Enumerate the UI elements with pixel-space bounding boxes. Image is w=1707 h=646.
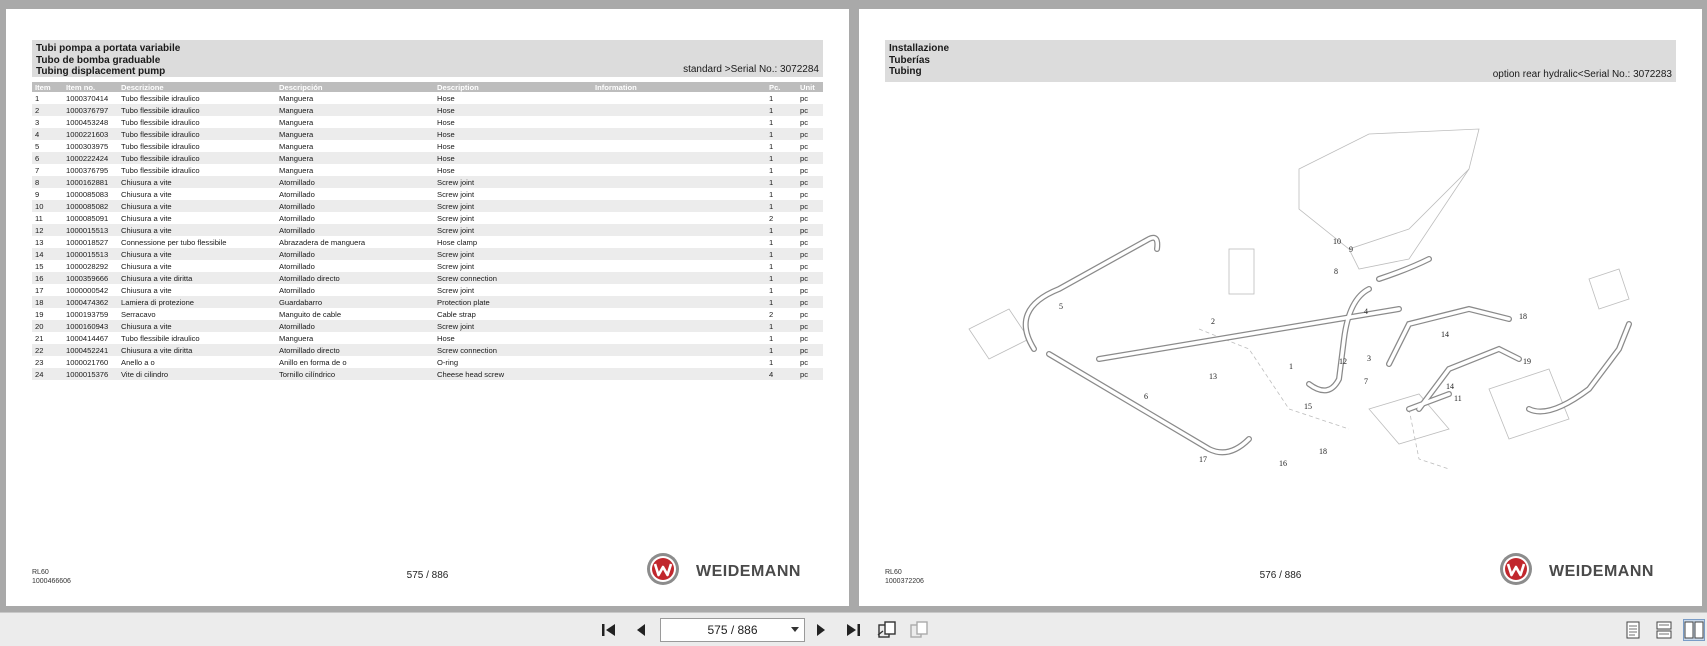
cell-unit: pc [797, 128, 823, 140]
cell-descrizione: Connessione per tubo flessibile [121, 237, 227, 247]
cell-description: Screw joint [437, 213, 475, 223]
cell-descripcion: Anillo en forma de o [279, 357, 347, 367]
cell-descripcion: Manguera [276, 152, 434, 164]
cell-pc: 1 [769, 285, 774, 295]
cell-information [592, 320, 766, 332]
callout-9: 9 [1349, 245, 1353, 254]
cell-pc: 1 [766, 176, 797, 188]
fit-icon [877, 621, 897, 639]
table-row [32, 104, 823, 116]
cell-descripcion: Atornillado [276, 200, 434, 212]
cell-unit: pc [800, 261, 809, 271]
callout-16: 16 [1279, 459, 1287, 468]
cell-descrizione: Tubo flessibile idraulico [118, 152, 276, 164]
cell-descrizione: Tubo flessibile idraulico [121, 333, 200, 343]
cell-item: 13 [35, 237, 44, 247]
cell-unit: pc [797, 224, 823, 236]
cell-information [592, 356, 766, 368]
table-row [32, 260, 823, 272]
cell-item-no: 1000015513 [63, 224, 118, 236]
callout-14b: 14 [1446, 382, 1454, 391]
cell-item: 17 [35, 285, 44, 295]
cell-description: Hose [437, 333, 455, 343]
table-row [32, 320, 823, 332]
cell-pc: 1 [769, 333, 774, 343]
cell-item: 23 [35, 357, 44, 367]
col-descripcion: Descripción [276, 82, 434, 92]
table-row [32, 176, 823, 188]
cell-description: Screw joint [434, 320, 592, 332]
title-italian: Installazione [889, 43, 950, 54]
cell-descripcion: Manguera [276, 104, 434, 116]
cell-unit: pc [800, 333, 809, 343]
cell-information [592, 104, 766, 116]
cell-unit: pc [800, 237, 809, 247]
cell-item: 8 [32, 176, 63, 188]
cell-pc: 1 [766, 248, 797, 260]
two-page-view-button[interactable] [1683, 619, 1705, 641]
cell-descripcion: Atornillado [279, 189, 315, 199]
cell-item-no: 1000376795 [66, 165, 109, 175]
cell-descripcion: Manguera [279, 165, 314, 175]
table-row [32, 332, 823, 344]
cell-descrizione: Chiusura a vite diritta [118, 272, 276, 284]
cell-item: 7 [35, 165, 40, 175]
chevron-down-icon [791, 627, 799, 632]
cell-item-no: 1000085091 [66, 213, 109, 223]
cell-descrizione: Chiusura a vite [121, 213, 172, 223]
cell-information [592, 152, 766, 164]
cell-item-no: 1000376797 [63, 104, 118, 116]
page-number: 575 / 886 [406, 570, 449, 581]
page-575 [6, 9, 849, 606]
cell-item-no: 1000414467 [66, 333, 109, 343]
brand-text: WEIDEMANN [696, 563, 801, 580]
cell-item-no: 1000021760 [66, 357, 109, 367]
title-spanish: Tuberías [889, 54, 930, 66]
cell-descrizione: Chiusura a vite [118, 248, 276, 260]
callout-2: 2 [1211, 317, 1215, 326]
cell-description: Hose clamp [437, 237, 478, 247]
cell-descripcion: Manguera [279, 141, 314, 151]
cell-item-no: 1000028292 [66, 261, 109, 271]
table-row [32, 272, 823, 284]
cell-item: 21 [35, 333, 44, 343]
table-row [32, 212, 823, 224]
col-information: Information [592, 82, 766, 92]
cell-pc: 1 [769, 165, 774, 175]
hoses [1026, 238, 1629, 453]
cell-item: 9 [35, 189, 40, 199]
cell-descripcion: Manguera [279, 333, 314, 343]
callout-18a: 18 [1319, 447, 1327, 456]
title-italian: Tubi pompa a portata variabile [36, 43, 181, 54]
tubing-diagram [949, 109, 1649, 529]
cell-descrizione: Tubo flessibile idraulico [121, 117, 200, 127]
cell-descrizione: Chiusura a vite [121, 261, 172, 271]
parts-table-body [32, 92, 823, 380]
cell-unit: pc [797, 176, 823, 188]
model-name: RL60 [885, 569, 902, 576]
table-row [32, 284, 823, 296]
cell-descripcion: Manguera [276, 128, 434, 140]
prev-page-button[interactable] [630, 619, 652, 641]
cell-descripcion: Manguera [279, 117, 314, 127]
cell-description: Hose [437, 117, 455, 127]
cell-descrizione: Tubo flessibile idraulico [118, 104, 276, 116]
cell-descripcion: Atornillado [279, 285, 315, 295]
callout-5: 5 [1059, 302, 1063, 311]
cell-descripcion: Tornillo cilíndrico [276, 368, 434, 380]
cell-unit: pc [800, 285, 809, 295]
fit-page-button[interactable] [876, 619, 898, 641]
callout-12: 12 [1339, 357, 1347, 366]
cell-item-no: 1000359666 [63, 272, 118, 284]
cell-item-no: 1000085082 [63, 200, 118, 212]
brand-text: WEIDEMANN [1549, 563, 1654, 580]
cell-pc: 1 [766, 320, 797, 332]
cell-pc: 1 [766, 104, 797, 116]
cell-description: Cheese head screw [434, 368, 592, 380]
cell-unit: pc [797, 248, 823, 260]
cell-information [592, 116, 766, 128]
cell-descripcion: Atornillado [276, 224, 434, 236]
callout-8: 8 [1334, 267, 1338, 276]
cell-information [592, 308, 766, 320]
cell-descrizione: Chiusura a vite [118, 176, 276, 188]
table-row [32, 140, 823, 152]
col-descrizione: Descrizione [118, 82, 276, 92]
cell-item-no: 1000193759 [66, 309, 109, 319]
header-titles [36, 43, 180, 78]
cell-descrizione: Tubo flessibile idraulico [118, 128, 276, 140]
cell-pc: 1 [769, 357, 774, 367]
table-row [32, 236, 823, 248]
cell-descripcion: Atornillado [276, 176, 434, 188]
cell-pc: 1 [766, 152, 797, 164]
cell-information [592, 236, 766, 248]
cell-pc: 2 [769, 309, 774, 319]
cell-item-no: 1000222424 [63, 152, 118, 164]
cell-unit: pc [800, 165, 809, 175]
page-576 [859, 9, 1702, 606]
cell-pc: 1 [766, 272, 797, 284]
last-page-button[interactable] [842, 619, 864, 641]
cell-item: 19 [35, 309, 44, 319]
page-header [885, 40, 1676, 82]
cell-item-no: 1000303975 [66, 141, 109, 151]
cell-item: 16 [32, 272, 63, 284]
serial-reference: option rear hydralic<Serial No.: 3072283 [1492, 69, 1672, 80]
cell-descripcion: Atornillado directo [276, 272, 434, 284]
cell-descrizione: Chiusura a vite [118, 320, 276, 332]
doc-number: 1000466606 [32, 578, 71, 585]
table-row [32, 356, 823, 368]
table-row [32, 128, 823, 140]
cell-information [592, 140, 766, 152]
cell-item: 12 [32, 224, 63, 236]
last-page-icon [844, 622, 862, 638]
cell-item: 1 [35, 93, 40, 103]
doc-number: 1000372206 [885, 578, 924, 585]
cell-item-no: 1000015376 [63, 368, 118, 380]
cell-descripcion: Atornillado directo [276, 344, 434, 356]
cell-information [592, 212, 766, 224]
callout-15: 15 [1304, 402, 1312, 411]
two-page-icon [1684, 621, 1704, 639]
cell-unit: pc [800, 213, 809, 223]
cell-unit: pc [797, 152, 823, 164]
page-selector[interactable] [660, 618, 805, 642]
cell-description: Screw connection [434, 272, 592, 284]
viewer-toolbar [0, 612, 1707, 646]
col-pc: Pc. [766, 82, 797, 92]
cell-description: Screw joint [437, 261, 475, 271]
cell-unit: pc [800, 189, 809, 199]
cell-pc: 1 [766, 128, 797, 140]
cell-unit: pc [797, 344, 823, 356]
cell-information [592, 128, 766, 140]
continuous-icon [1655, 621, 1673, 639]
table-row [32, 344, 823, 356]
callout-1: 1 [1289, 362, 1293, 371]
cell-descripcion: Guardabarro [276, 296, 434, 308]
cell-information [592, 164, 766, 176]
page-header [32, 40, 823, 77]
cell-description: Hose [434, 128, 592, 140]
cell-pc: 2 [769, 213, 774, 223]
cell-description: Screw joint [434, 200, 592, 212]
parts-table [32, 82, 823, 380]
cell-information [592, 260, 766, 272]
cell-item-no: 1000453248 [66, 117, 109, 127]
page-number: 576 / 886 [1259, 570, 1302, 581]
cell-information [592, 332, 766, 344]
cell-description: Screw joint [434, 176, 592, 188]
cell-pc: 1 [766, 200, 797, 212]
cell-item: 10 [32, 200, 63, 212]
cell-item-no: 1000015513 [63, 248, 118, 260]
cell-item-no: 1000000542 [66, 285, 109, 295]
cell-descripcion: Atornillado [279, 261, 315, 271]
cell-item: 14 [32, 248, 63, 260]
cell-item: 18 [32, 296, 63, 308]
cell-descrizione: Lamiera di protezione [118, 296, 276, 308]
cell-information [592, 272, 766, 284]
callout-6: 6 [1144, 392, 1148, 401]
cell-item: 15 [35, 261, 44, 271]
serial-reference: standard >Serial No.: 3072284 [683, 64, 819, 75]
cell-unit: pc [800, 93, 809, 103]
cell-descripcion: Abrazadera de manguera [279, 237, 366, 247]
cell-descrizione: Chiusura a vite [121, 285, 172, 295]
cell-information [592, 368, 766, 380]
fit-disabled-icon [909, 621, 929, 639]
cell-item-no: 1000018527 [66, 237, 109, 247]
title-spanish: Tubo de bomba graduable [36, 54, 161, 66]
cell-unit: pc [800, 309, 809, 319]
single-page-icon [1625, 621, 1641, 639]
cell-description: Hose [437, 141, 455, 151]
cell-descripcion: Atornillado [279, 213, 315, 223]
cell-unit: pc [797, 320, 823, 332]
table-row [32, 200, 823, 212]
cell-information [592, 284, 766, 296]
cell-unit: pc [797, 272, 823, 284]
cell-descripcion: Atornillado [276, 248, 434, 260]
cell-unit: pc [800, 141, 809, 151]
cell-description: O-ring [437, 357, 459, 367]
cell-information [592, 248, 766, 260]
callout-14a: 14 [1441, 330, 1449, 339]
weidemann-logo [646, 552, 826, 586]
table-row [32, 248, 823, 260]
machine-outline [969, 129, 1629, 469]
cell-item-no: 1000474362 [63, 296, 118, 308]
first-page-button[interactable] [598, 619, 620, 641]
callout-19: 19 [1523, 357, 1531, 366]
first-page-icon [600, 622, 618, 638]
col-item: Item [32, 82, 63, 92]
col-description: Description [434, 82, 592, 92]
cell-description: Protection plate [434, 296, 592, 308]
next-page-icon [813, 622, 829, 638]
callout-4: 4 [1364, 307, 1368, 316]
header-titles [889, 43, 949, 78]
cell-description: Hose [437, 93, 455, 103]
table-header-row [32, 82, 823, 92]
cell-descrizione: Serracavo [121, 309, 156, 319]
callout-11: 11 [1454, 394, 1462, 403]
title-english: Tubing [889, 66, 922, 77]
cell-information [592, 200, 766, 212]
callout-3: 3 [1367, 354, 1371, 363]
cell-information [592, 92, 766, 104]
table-row [32, 296, 823, 308]
cell-descripcion: Atornillado [276, 320, 434, 332]
cell-unit: pc [797, 104, 823, 116]
continuous-view-button[interactable] [1653, 619, 1675, 641]
cell-unit: pc [797, 296, 823, 308]
table-row [32, 224, 823, 236]
table-row [32, 116, 823, 128]
cell-pc: 1 [769, 189, 774, 199]
next-page-button[interactable] [810, 619, 832, 641]
cell-description: Hose [437, 165, 455, 175]
cell-item: 20 [32, 320, 63, 332]
fit-width-button[interactable] [908, 619, 930, 641]
cell-item: 5 [35, 141, 40, 151]
cell-pc: 1 [769, 261, 774, 271]
table-row [32, 164, 823, 176]
cell-item: 2 [32, 104, 63, 116]
page-selector-value: 575 / 886 [707, 623, 758, 637]
cell-unit: pc [800, 117, 809, 127]
cell-descrizione: Anello a o [121, 357, 155, 367]
cell-item-no: 1000162881 [63, 176, 118, 188]
table-row [32, 188, 823, 200]
cell-description: Screw connection [434, 344, 592, 356]
col-unit: Unit [797, 82, 823, 92]
cell-item: 24 [32, 368, 63, 380]
weidemann-logo [1499, 552, 1679, 586]
cell-descrizione: Tubo flessibile idraulico [121, 165, 200, 175]
cell-item-no: 1000221603 [63, 128, 118, 140]
col-item-no: Item no. [63, 82, 118, 92]
cell-item: 6 [32, 152, 63, 164]
cell-item: 22 [32, 344, 63, 356]
cell-descrizione: Chiusura a vite [118, 224, 276, 236]
callout-7: 7 [1364, 377, 1368, 386]
cell-item-no: 1000370414 [66, 93, 109, 103]
cell-descrizione: Tubo flessibile idraulico [121, 93, 200, 103]
cell-descrizione: Chiusura a vite [118, 200, 276, 212]
cell-descrizione: Tubo flessibile idraulico [121, 141, 200, 151]
table-row [32, 308, 823, 320]
cell-item: 3 [35, 117, 40, 127]
title-english: Tubing displacement pump [36, 66, 166, 77]
cell-information [592, 176, 766, 188]
cell-item-no: 1000452241 [63, 344, 118, 356]
cell-pc: 1 [769, 141, 774, 151]
callout-18b: 18 [1519, 312, 1527, 321]
cell-unit: pc [797, 200, 823, 212]
cell-description: Hose [434, 104, 592, 116]
cell-description: Screw joint [434, 224, 592, 236]
cell-descrizione: Vite di cilindro [118, 368, 276, 380]
cell-information [592, 344, 766, 356]
prev-page-icon [633, 622, 649, 638]
cell-description: Cable strap [437, 309, 476, 319]
table-row [32, 152, 823, 164]
single-page-view-button[interactable] [1622, 619, 1644, 641]
cell-information [592, 224, 766, 236]
model-name: RL60 [32, 569, 49, 576]
cell-pc: 1 [766, 224, 797, 236]
cell-information [592, 296, 766, 308]
callout-10: 10 [1333, 237, 1341, 246]
cell-descripcion: Manguito de cable [279, 309, 342, 319]
cell-item: 4 [32, 128, 63, 140]
cell-descrizione: Chiusura a vite [121, 189, 172, 199]
cell-pc: 1 [769, 117, 774, 127]
cell-pc: 1 [769, 237, 774, 247]
callout-17: 17 [1199, 455, 1207, 464]
cell-item: 11 [35, 213, 43, 223]
cell-pc: 1 [766, 344, 797, 356]
cell-pc: 1 [769, 93, 774, 103]
cell-descripcion: Manguera [279, 93, 314, 103]
cell-descrizione: Chiusura a vite diritta [118, 344, 276, 356]
cell-unit: pc [797, 368, 823, 380]
cell-information [592, 188, 766, 200]
cell-description: Screw joint [434, 248, 592, 260]
table-row [32, 92, 823, 104]
callout-13: 13 [1209, 372, 1217, 381]
cell-pc: 1 [766, 296, 797, 308]
cell-description: Screw joint [437, 189, 475, 199]
cell-description: Screw joint [437, 285, 475, 295]
cell-item-no: 1000160943 [63, 320, 118, 332]
cell-item-no: 1000085083 [66, 189, 109, 199]
table-row [32, 368, 823, 380]
cell-pc: 4 [766, 368, 797, 380]
cell-description: Hose [434, 152, 592, 164]
cell-unit: pc [800, 357, 809, 367]
